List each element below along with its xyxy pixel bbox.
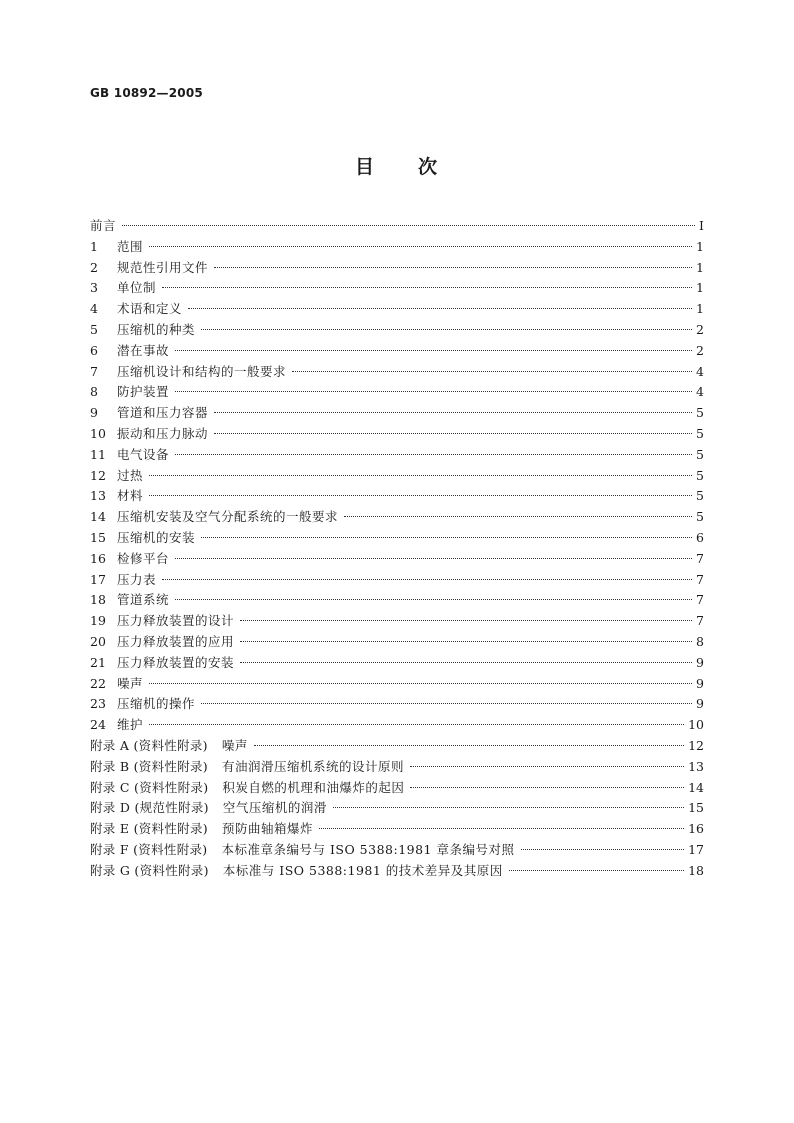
toc-entry-label: 材料 [117, 488, 144, 504]
toc-entry-4[interactable] [90, 299, 704, 320]
toc-entry-label: 范围 [117, 238, 144, 254]
appendix-title: 空气压缩机的润滑 [222, 800, 327, 816]
toc-entry-page: 2 [696, 342, 704, 358]
toc-appendix-f[interactable] [90, 840, 704, 861]
appendix-label: 附录 A (资料性附录) [90, 737, 208, 753]
toc-entry-label: 压力表 [117, 571, 157, 587]
toc-entry-label: 维护 [117, 717, 144, 733]
toc-leader [410, 787, 684, 788]
toc-entry-label: 压力释放装置的应用 [117, 633, 235, 649]
toc-entry-label: 前言 [90, 218, 117, 233]
toc-entry-15[interactable] [90, 528, 704, 549]
toc-leader [175, 454, 692, 455]
toc-entry-label: 防护装置 [117, 384, 170, 400]
toc-entry-number: 5 [90, 321, 98, 337]
toc-entry-label: 压缩机的种类 [117, 321, 196, 337]
toc-entry-page: 18 [688, 862, 704, 878]
toc-appendix-d[interactable] [90, 798, 704, 819]
toc-entry-number: 13 [90, 488, 106, 504]
toc-entry-page: 16 [688, 821, 704, 837]
toc-leader [175, 599, 692, 600]
toc-entry-page: 8 [696, 633, 704, 649]
toc-entry-number: 12 [90, 467, 106, 483]
toc-leader [240, 641, 692, 642]
toc-title: 目 次 [354, 156, 439, 178]
toc-entry-page: 1 [696, 280, 704, 296]
toc-leader [214, 412, 692, 413]
toc-entry-page: 9 [696, 675, 704, 691]
toc-entry-number: 11 [90, 446, 106, 462]
toc-entry-page: 7 [696, 613, 704, 629]
toc-entry-page: 5 [696, 425, 704, 441]
appendix-label: 附录 G (资料性附录) [90, 862, 209, 878]
toc-leader [509, 870, 684, 871]
toc-appendix-c[interactable] [90, 778, 704, 799]
toc-appendix-g[interactable] [90, 861, 704, 882]
toc-leader [149, 724, 684, 725]
toc-leader [292, 371, 692, 372]
toc-entry-page: 17 [688, 841, 704, 857]
toc-leader [214, 433, 692, 434]
toc-entry-page: 2 [696, 321, 704, 337]
appendix-label: 附录 E (资料性附录) [90, 821, 208, 837]
toc-entry-page: 1 [696, 301, 704, 317]
toc-entry-2[interactable] [90, 258, 704, 279]
toc-entry-page: I [699, 218, 704, 233]
toc-entry-page: 10 [688, 717, 704, 733]
toc-entry-17[interactable] [90, 570, 704, 591]
toc-entry-19[interactable] [90, 611, 704, 632]
toc-entry-14[interactable] [90, 507, 704, 528]
toc-entry-page: 7 [696, 592, 704, 608]
toc-leader [240, 662, 692, 663]
toc-leader [175, 391, 692, 392]
toc-leader [188, 308, 692, 309]
toc-entry-number: 7 [90, 363, 98, 379]
appendix-title: 本标准章条编号与 ISO 5388:1981 章条编号对照 [221, 841, 515, 857]
toc-appendix-b[interactable] [90, 757, 704, 778]
appendix-label: 附录 F (资料性附录) [90, 841, 208, 857]
toc-entry-page: 4 [696, 384, 704, 400]
toc-entry-5[interactable] [90, 320, 704, 341]
toc-entry-number: 4 [90, 301, 98, 317]
toc-entry-number: 2 [90, 259, 98, 275]
toc-leader [214, 267, 692, 268]
toc-leader [149, 475, 692, 476]
toc-entry-page: 14 [688, 779, 704, 795]
toc-entry-label: 电气设备 [117, 446, 170, 462]
toc-leader [175, 558, 692, 559]
appendix-label: 附录 B (资料性附录) [90, 758, 208, 774]
toc-entry-page: 4 [696, 363, 704, 379]
toc-leader [162, 287, 692, 288]
toc-entry-16[interactable] [90, 549, 704, 570]
toc-entry-page: 5 [696, 509, 704, 525]
toc-entry-label: 压缩机的安装 [117, 529, 196, 545]
toc-entry-12[interactable] [90, 466, 704, 487]
toc-leader [344, 516, 692, 517]
toc-entry-number: 10 [90, 425, 106, 441]
toc-entry-number: 21 [90, 654, 106, 670]
toc-entry-label: 管道和压力容器 [117, 405, 209, 421]
toc-entry-label: 术语和定义 [117, 301, 183, 317]
toc-entry-page: 9 [696, 654, 704, 670]
appendix-title: 积炭自燃的机理和油爆炸的起因 [222, 779, 405, 795]
toc-entry-label: 压缩机设计和结构的一般要求 [117, 363, 287, 379]
toc-entry-9[interactable] [90, 403, 704, 424]
toc-entry-number: 18 [90, 592, 106, 608]
toc-entry-11[interactable] [90, 445, 704, 466]
toc-entry-number: 19 [90, 613, 106, 629]
toc-entry-label: 过热 [117, 467, 144, 483]
toc-entry-18[interactable] [90, 590, 704, 611]
toc-leader [149, 495, 692, 496]
toc-entry-page: 6 [696, 529, 704, 545]
appendix-title: 噪声 [221, 737, 248, 753]
toc-entry-number: 23 [90, 696, 106, 712]
toc-entry-label: 单位制 [117, 280, 157, 296]
standard-number: GB 10892—2005 [90, 86, 203, 100]
toc-leader [240, 620, 692, 621]
toc-entry-number: 9 [90, 405, 98, 421]
toc-entry-number: 17 [90, 571, 106, 587]
toc-leader [175, 350, 692, 351]
toc-entry-13[interactable] [90, 486, 704, 507]
toc-entry-label: 规范性引用文件 [117, 259, 209, 275]
toc-appendix-a[interactable] [90, 736, 704, 757]
toc-leader [149, 683, 692, 684]
toc-leader [201, 329, 692, 330]
toc-entry-label: 压缩机安装及空气分配系统的一般要求 [117, 509, 339, 525]
toc-entry-3[interactable] [90, 278, 704, 299]
toc-entry-number: 1 [90, 238, 98, 254]
toc-leader [201, 703, 692, 704]
toc-entry-22[interactable] [90, 674, 704, 695]
appendix-title: 本标准与 ISO 5388:1981 的技术差异及其原因 [222, 862, 503, 878]
appendix-label: 附录 C (资料性附录) [90, 779, 209, 795]
toc-appendix-e[interactable] [90, 819, 704, 840]
toc-entry-page: 9 [696, 696, 704, 712]
toc-entry-page: 13 [688, 758, 704, 774]
toc-leader [521, 849, 685, 850]
toc-entry-10[interactable] [90, 424, 704, 445]
toc-leader [254, 745, 684, 746]
toc-entry-8[interactable] [90, 382, 704, 403]
appendix-title: 预防曲轴箱爆炸 [221, 821, 313, 837]
toc-entry-label: 压缩机的操作 [117, 696, 196, 712]
toc-entry-7[interactable] [90, 362, 704, 383]
toc-entry-page: 15 [688, 800, 704, 816]
toc-entry-foreword[interactable] [90, 216, 704, 237]
toc-leader [319, 828, 684, 829]
toc-entry-page: 5 [696, 446, 704, 462]
toc-entry-21[interactable] [90, 653, 704, 674]
toc-entry-page: 5 [696, 467, 704, 483]
toc-entry-label: 管道系统 [117, 592, 170, 608]
toc-entry-page: 1 [696, 259, 704, 275]
toc-entry-number: 3 [90, 280, 98, 296]
toc-entry-label: 检修平台 [117, 550, 170, 566]
toc-entry-label: 潜在事故 [117, 342, 170, 358]
toc-leader [149, 246, 692, 247]
toc-entry-number: 14 [90, 509, 106, 525]
toc-entry-label: 噪声 [117, 675, 144, 691]
toc-entry-page: 7 [696, 550, 704, 566]
toc-entry-label: 压力释放装置的安装 [117, 654, 235, 670]
toc-leader [333, 807, 684, 808]
toc-entry-6[interactable] [90, 341, 704, 362]
toc-entry-number: 8 [90, 384, 98, 400]
toc-entry-20[interactable] [90, 632, 704, 653]
toc-leader [201, 537, 692, 538]
toc-entry-page: 12 [688, 737, 704, 753]
toc-entry-number: 24 [90, 717, 106, 733]
toc-entry-23[interactable] [90, 694, 704, 715]
appendix-title: 有油润滑压缩机系统的设计原则 [222, 758, 405, 774]
toc-entry-number: 20 [90, 633, 106, 649]
toc-entry-number: 16 [90, 550, 106, 566]
table-of-contents [90, 216, 704, 882]
toc-entry-page: 5 [696, 488, 704, 504]
toc-leader [162, 579, 692, 580]
toc-entry-page: 5 [696, 405, 704, 421]
appendix-label: 附录 D (规范性附录) [90, 800, 209, 816]
toc-entry-1[interactable] [90, 237, 704, 258]
toc-entry-label: 振动和压力脉动 [117, 425, 209, 441]
toc-leader [122, 225, 695, 226]
toc-entry-page: 1 [696, 238, 704, 254]
toc-entry-label: 压力释放装置的设计 [117, 613, 235, 629]
toc-entry-24[interactable] [90, 715, 704, 736]
toc-leader [410, 766, 684, 767]
toc-entry-number: 15 [90, 529, 106, 545]
toc-entry-number: 6 [90, 342, 98, 358]
toc-entry-page: 7 [696, 571, 704, 587]
toc-entry-number: 22 [90, 675, 106, 691]
